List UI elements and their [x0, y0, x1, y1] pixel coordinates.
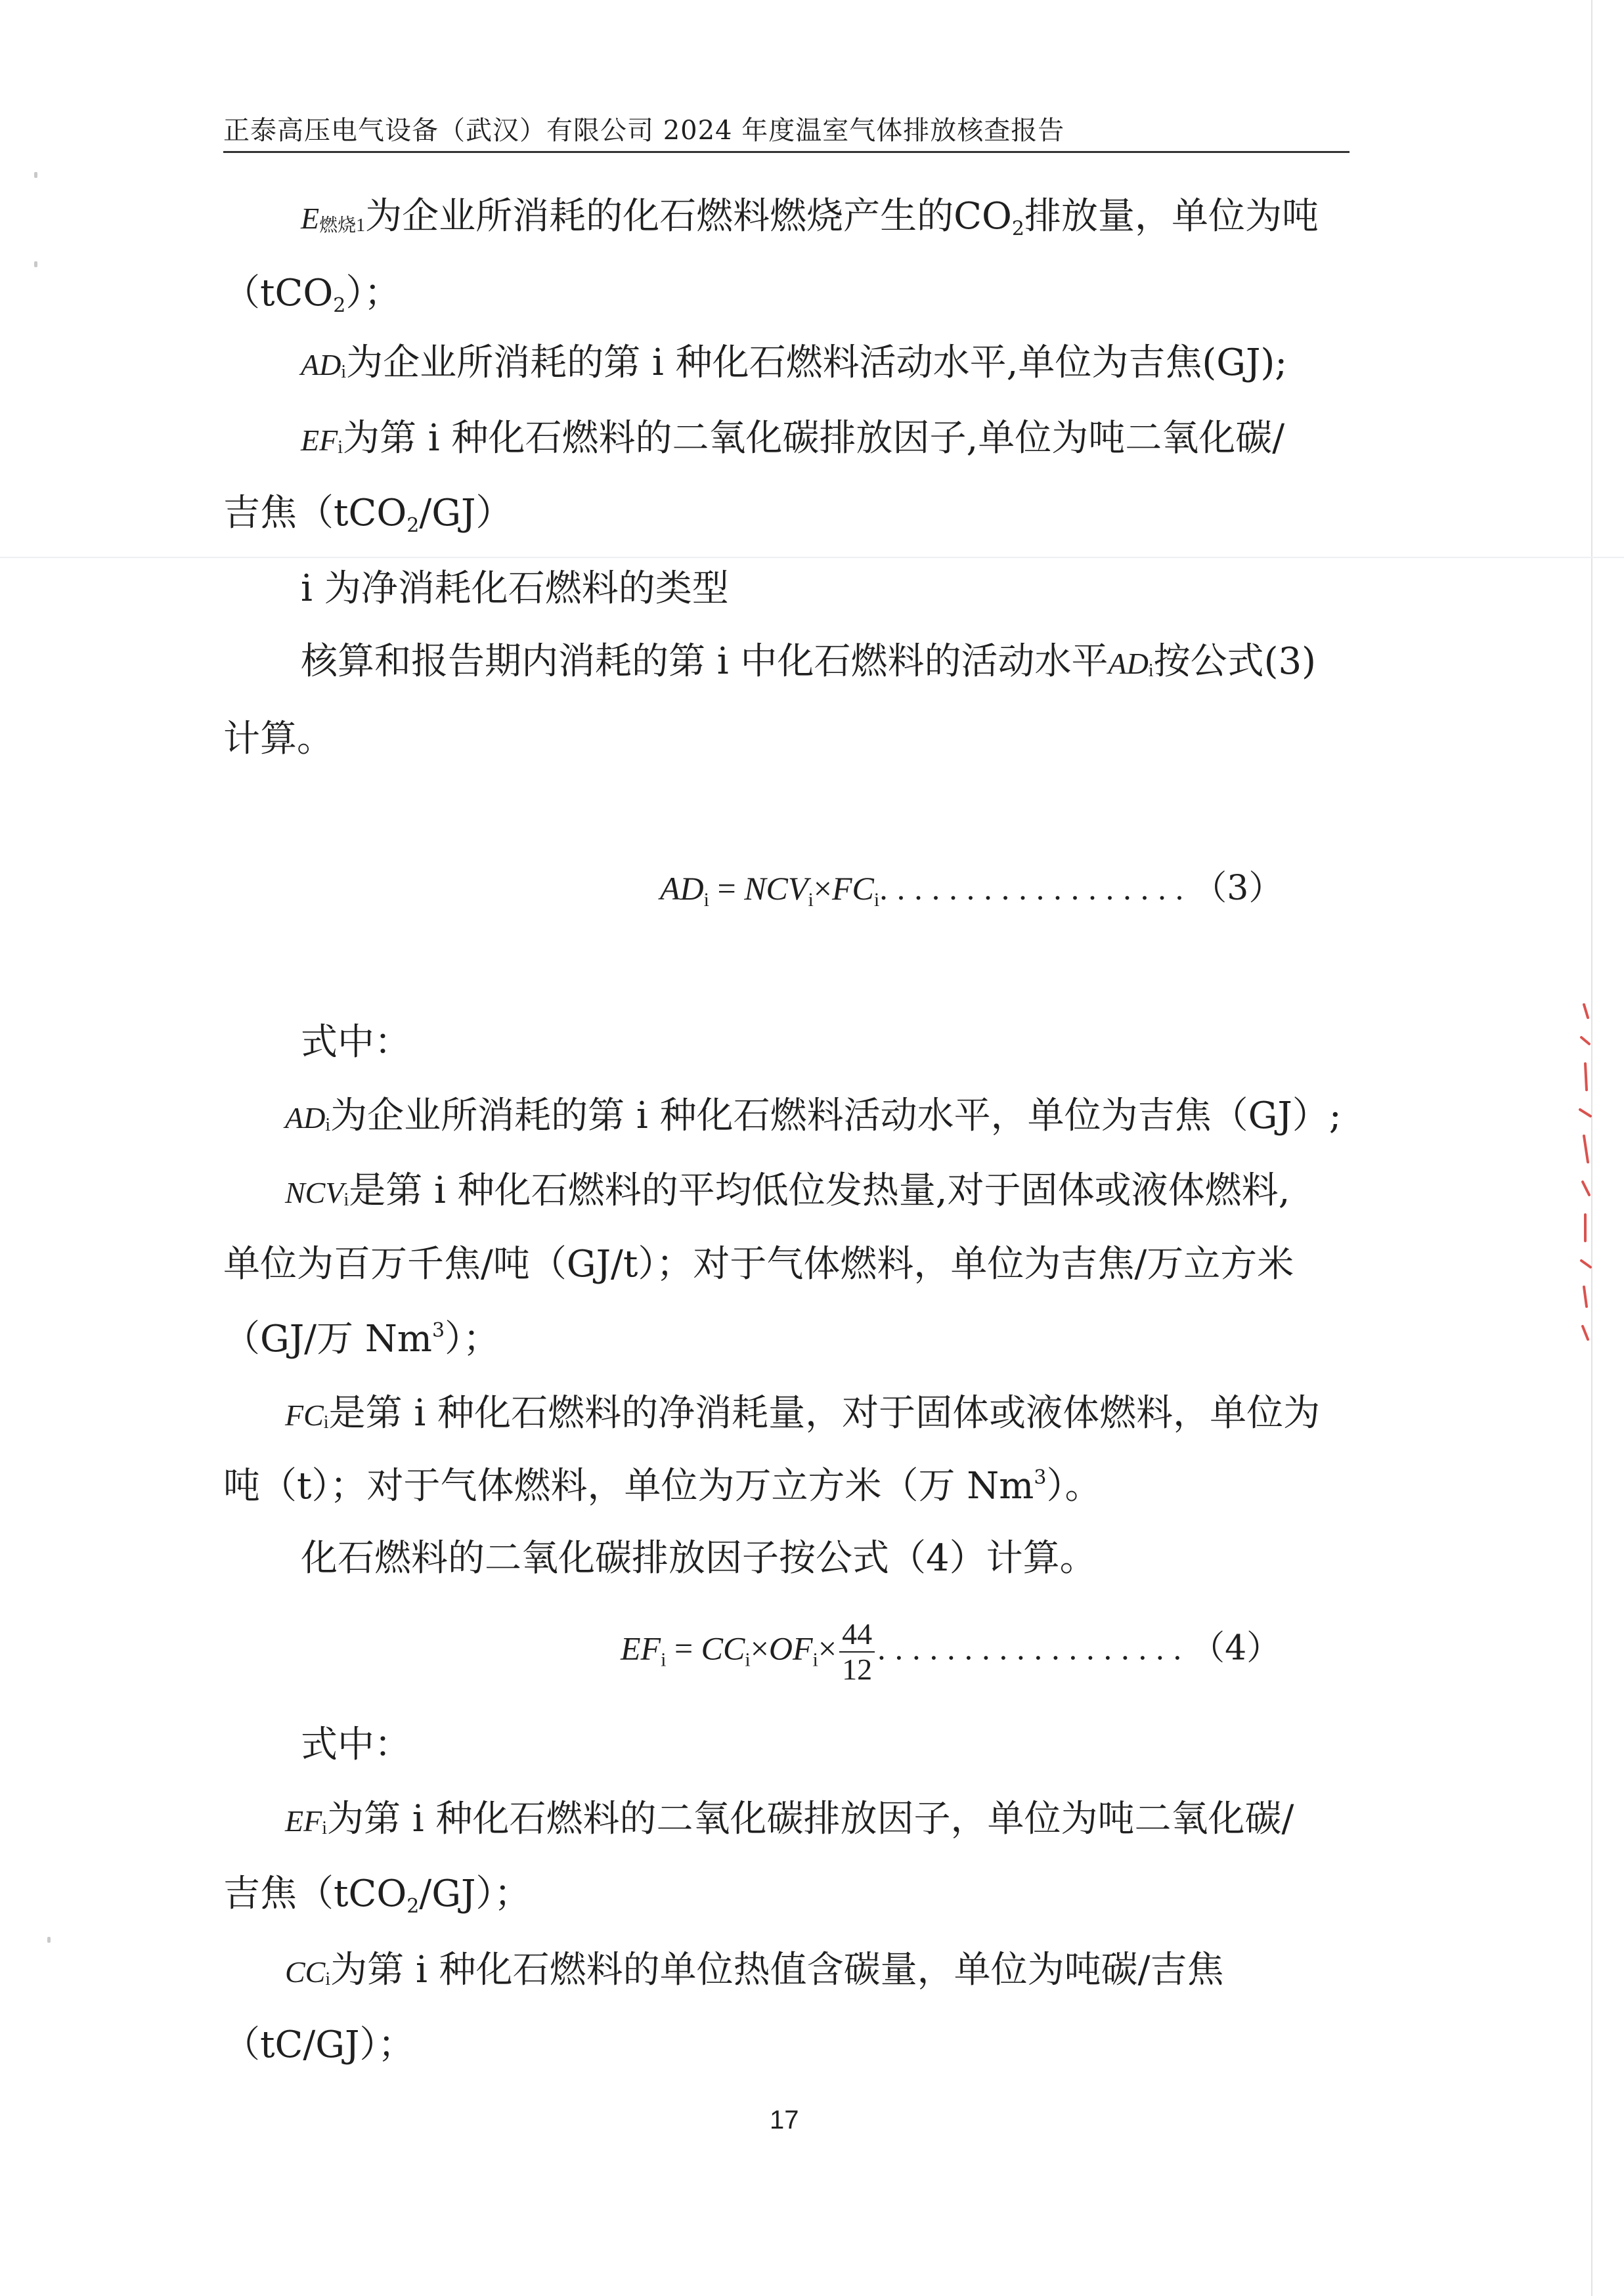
def-combustion-emission: [301, 193, 1346, 249]
formula-term: OF: [768, 1630, 813, 1667]
text: 为第 i 种化石燃料的二氧化碳排放因子，单位为吨二氧化碳/: [326, 1798, 1294, 1840]
formula-3: [660, 865, 1283, 911]
text: 为企业所消耗的第 i 种化石燃料活动水平,单位为吉焦(GJ);: [346, 341, 1288, 384]
text: 排放量，单位为吨: [1024, 195, 1319, 238]
subscript: i: [873, 889, 880, 911]
def-cc-unit: （tC/GJ）；: [223, 2024, 415, 2066]
equals-sign: =: [666, 1630, 701, 1667]
superscript: 3: [1034, 1466, 1047, 1489]
def-emission-factor-unit: [223, 490, 512, 537]
text: 吉焦（tCO: [223, 492, 407, 534]
activity-level-intro: [301, 638, 1316, 695]
where-label: 式中：: [301, 1021, 411, 1064]
var-ncv: [285, 1176, 349, 1209]
text: （GJ/万 Nm: [223, 1318, 432, 1360]
var-ef: [285, 1804, 327, 1838]
formula-term: AD: [660, 870, 704, 907]
page-number: 17: [770, 2106, 799, 2134]
subscript: i: [745, 1649, 751, 1671]
var-symbol: CC: [285, 1955, 326, 1989]
var-subscript: i: [343, 1190, 349, 1210]
def-ef: [285, 1796, 1294, 1852]
def-combustion-emission-unit: [223, 270, 401, 317]
formula-4: [621, 1617, 1281, 1687]
formula-term: CC: [701, 1630, 745, 1667]
leader-dots: ..................: [879, 870, 1193, 907]
subscript: 2: [406, 1895, 420, 1918]
seal-stamp-edge: [1575, 998, 1594, 1346]
emission-factor-intro: 化石燃料的二氧化碳排放因子按公式（4）计算。: [301, 1537, 1097, 1580]
var-ad: [1108, 647, 1154, 680]
subscript: 2: [1011, 217, 1024, 240]
text: 是第 i 种化石燃料的净消耗量，对于固体或液体燃料，单位为: [328, 1392, 1321, 1435]
text: ）。: [1046, 1465, 1102, 1507]
var-symbol: E: [301, 202, 320, 235]
def-fc: [285, 1390, 1320, 1446]
def-ncv-unit: [223, 1316, 500, 1363]
var-symbol: AD: [301, 348, 341, 381]
var-subscript: i: [322, 1818, 327, 1838]
var-ad: [301, 348, 346, 381]
def-ncv-cont: 单位为百万千焦/吨（GJ/t）；对于气体燃料，单位为吉焦/万立方米: [223, 1243, 1294, 1286]
def-ad: [285, 1093, 1342, 1149]
def-ncv: [285, 1167, 1290, 1224]
times-sign: ×: [750, 1630, 769, 1667]
var-fc: [285, 1398, 329, 1432]
var-symbol: FC: [285, 1398, 324, 1432]
subscript: 2: [333, 294, 346, 317]
var-symbol: EF: [301, 423, 338, 457]
subscript: 2: [406, 514, 420, 537]
var-symbol: AD: [285, 1101, 326, 1135]
superscript: 3: [431, 1319, 445, 1342]
text: 为第 i 种化石燃料的二氧化碳排放因子,单位为吨二氧化碳/: [342, 417, 1285, 460]
times-sign: ×: [813, 870, 832, 907]
denominator: 12: [842, 1653, 873, 1686]
subscript: i: [808, 889, 814, 911]
scan-fold-line: [0, 557, 1624, 558]
equation-number: （4）: [1191, 1628, 1281, 1668]
text: ）；: [345, 272, 401, 314]
var-subscript: i: [325, 1969, 331, 1989]
text: 是第 i 种化石燃料的平均低位发热量,对于固体或液体燃料,: [349, 1169, 1290, 1212]
def-fc-cont: [223, 1463, 1102, 1510]
text: 为第 i 种化石燃料的单位热值含碳量，单位为吨碳/吉焦: [330, 1949, 1224, 1991]
equals-sign: =: [709, 870, 745, 907]
var-symbol: EF: [285, 1804, 322, 1838]
var-ad: [285, 1101, 330, 1135]
times-sign: ×: [818, 1630, 837, 1667]
var-symbol: AD: [1108, 647, 1149, 680]
where-label: 式中：: [301, 1723, 411, 1766]
leader-dots: ..................: [877, 1630, 1191, 1667]
text: 按公式(3): [1153, 640, 1316, 683]
scan-speck: [47, 1937, 51, 1943]
def-cc: [285, 1947, 1224, 2003]
var-subscript: i: [338, 437, 343, 458]
def-fuel-type: i 为净消耗化石燃料的类型: [301, 567, 729, 610]
fraction: [839, 1617, 875, 1687]
def-ef-unit: [223, 1871, 531, 1918]
def-emission-factor: [301, 415, 1284, 471]
text: /GJ）: [419, 492, 513, 534]
equation-number: （3）: [1193, 869, 1283, 908]
var-cc: [285, 1955, 330, 1989]
text: 吉焦（tCO: [223, 1873, 407, 1915]
text: 为企业所消耗的第 i 种化石燃料活动水平，单位为吉焦（GJ）;: [330, 1094, 1342, 1137]
subscript: i: [703, 889, 709, 911]
scan-speck: [34, 261, 37, 267]
var-subscript: i: [323, 1412, 329, 1433]
var-subscript: 燃烧1: [319, 215, 366, 236]
formula-term: FC: [832, 870, 874, 907]
activity-level-intro-cont: 计算。: [223, 718, 334, 760]
formula-term: NCV: [744, 870, 808, 907]
subscript: i: [812, 1649, 818, 1671]
subscript: i: [661, 1649, 667, 1671]
var-ef: [301, 423, 343, 457]
text: 为企业所消耗的化石燃料燃烧产生的: [365, 195, 954, 238]
co2-text: CO: [954, 195, 1012, 238]
numerator: 44: [839, 1617, 875, 1653]
text: ）；: [445, 1318, 500, 1360]
var-subscript: i: [1148, 661, 1154, 681]
report-header: 正泰高压电气设备（武汉）有限公司 2024 年度温室气体排放核查报告: [223, 114, 1350, 153]
var-subscript: i: [325, 1115, 331, 1135]
def-activity-level: [301, 339, 1287, 396]
text: 吨（t）；对于气体燃料，单位为万立方米（万 Nm: [223, 1465, 1034, 1507]
text: 核算和报告期内消耗的第 i 中化石燃料的活动水平: [301, 640, 1108, 683]
scan-speck: [34, 172, 37, 178]
text: /GJ）；: [419, 1873, 531, 1915]
formula-term: EF: [621, 1630, 661, 1667]
var-e: [301, 202, 365, 235]
text: （tCO: [223, 272, 334, 314]
var-symbol: NCV: [285, 1176, 344, 1209]
var-subscript: i: [341, 362, 347, 382]
